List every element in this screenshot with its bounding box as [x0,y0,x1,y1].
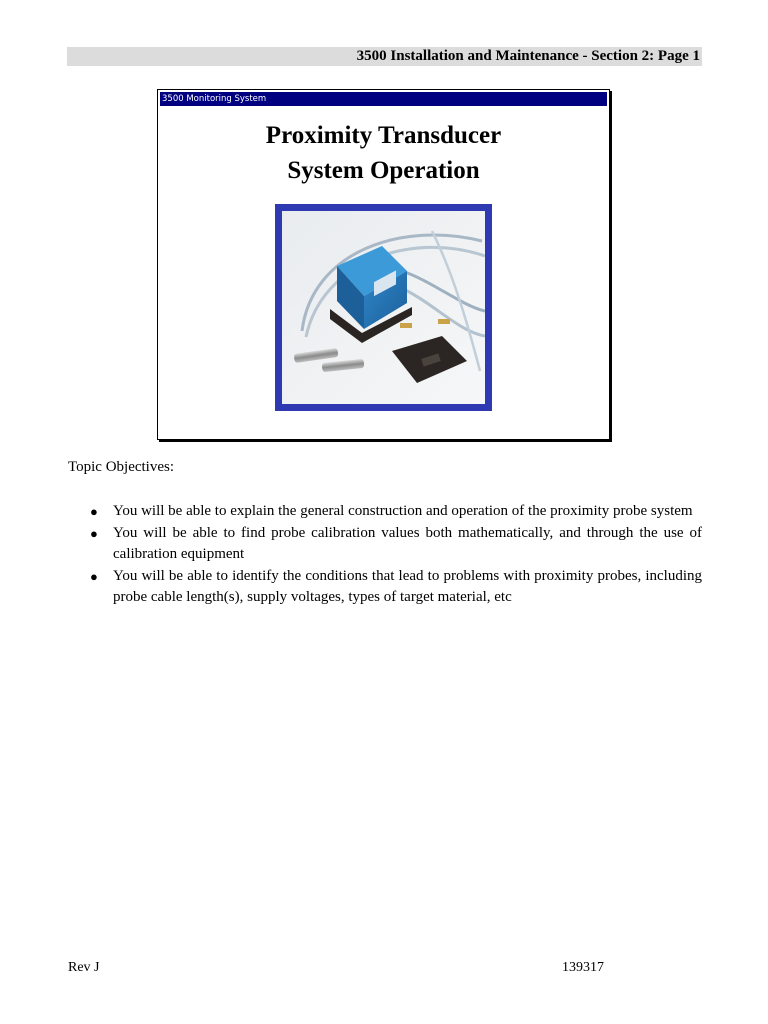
objective-item [90,566,702,609]
objective-item [90,523,702,566]
bullet-icon: ● [90,504,98,519]
slide-thumbnail [157,89,610,440]
bullet-icon: ● [90,525,98,541]
footer-document-number: 139317 [562,960,604,975]
objective-text: You will be able to explain the general construction and operation of the proximity probe system [113,503,693,519]
page-header-title: 3500 Installation and Maintenance - Section 2: Page 1 [356,48,700,64]
footer-revision: Rev J [68,960,100,975]
topic-objectives-label: Topic Objectives: [68,459,175,475]
slide-title-line-1: Proximity Transducer [265,122,502,149]
proximity-transducer-illustration [282,211,485,404]
objective-text: You will be able to identify the conditions that lead to problems with proximity probes, including probe cable length(s), supply voltages, types of target material, etc [113,567,702,605]
page-header-bar [67,47,702,66]
slide-title [158,118,609,188]
objective-item [90,501,702,523]
bullet-icon: ● [90,568,98,584]
objective-text: You will be able to find probe calibration values both mathematically, and through the use of calibration equipment [113,524,702,562]
product-photo [275,204,492,411]
slide-title-line-2: System Operation [287,157,480,184]
objectives-list [90,501,702,609]
slide-window-titlebar: 3500 Monitoring System [160,92,607,106]
